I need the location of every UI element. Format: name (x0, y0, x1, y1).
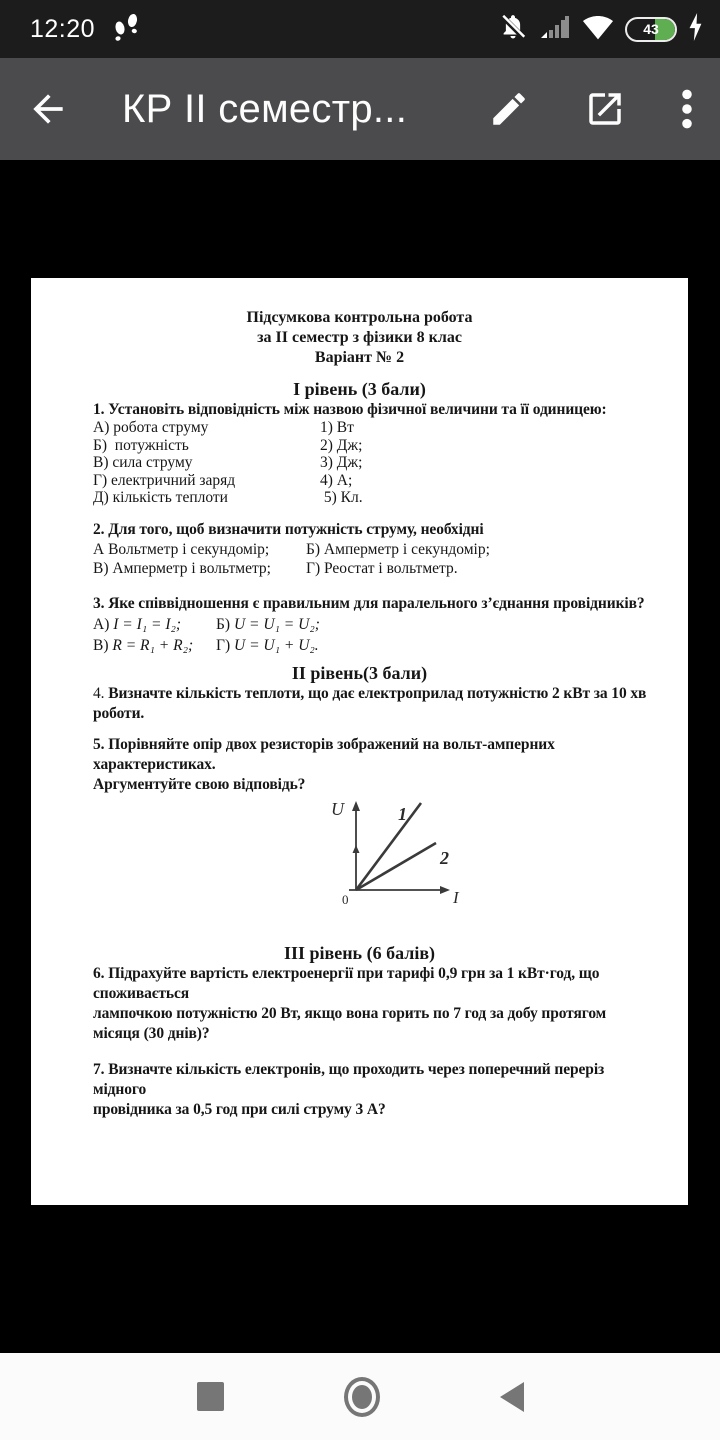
document-page (31, 278, 688, 1205)
battery-indicator (625, 17, 677, 42)
level2-heading: ІІ рівень(3 бали) (291, 662, 428, 683)
signal-icon (539, 13, 571, 46)
doc-header-line: за ІІ семестр з фізики 8 клас (257, 329, 462, 346)
nav-back-button[interactable] (500, 1382, 524, 1412)
question-6-text: 6. Підрахуйте вартість електроенергії при тарифі 0,9 грн за 1 кВт·год, що споживається лампочкою потужністю 20 Вт, якщо вона горить по 7 год за добу протягом місяця (30 днів)? (93, 964, 607, 1042)
match-row: Б) потужність 2) Дж; (93, 436, 363, 454)
home-circle-icon (344, 1377, 380, 1417)
status-bar[interactable] (0, 0, 720, 58)
match-row: Д) кількість теплоти 5) Кл. (93, 489, 363, 507)
question-1-options (93, 419, 650, 507)
back-triangle-icon (500, 1382, 524, 1412)
graph-line2-label: 2 (440, 847, 449, 868)
wifi-icon (582, 14, 614, 45)
level1-heading: І рівень (3 бали) (293, 379, 426, 399)
document-viewer[interactable] (0, 160, 720, 1353)
home-button[interactable] (344, 1377, 380, 1417)
graph-origin-label: 0 (342, 891, 349, 907)
formula: U = U₁ + U₂. (234, 636, 319, 654)
doc-header-line: Підсумкова контрольна робота (246, 309, 473, 326)
edit-icon[interactable] (488, 88, 530, 130)
question-3-options (93, 614, 650, 656)
back-button[interactable] (26, 87, 70, 131)
formula: U = U₁ = U₂; (233, 615, 320, 633)
clock: 12:20 (30, 14, 96, 43)
match-row: А) робота струму 1) Вт (93, 419, 354, 436)
more-vert-icon[interactable] (680, 87, 694, 131)
graph-y-label: U (331, 798, 344, 819)
question-3-text: 3. Яке співвідношення є правильним для паралельного з’єднання провідників? (93, 594, 645, 612)
level3-heading: ІІІ рівень (6 балів) (283, 942, 436, 963)
doc-header-line: Варіант № 2 (314, 349, 405, 366)
footprints-icon (109, 12, 143, 46)
question-2-text: 2. Для того, щоб визначити потужність струму, необхідні (93, 520, 484, 538)
document-title: КР ІІ семестр... (122, 86, 408, 131)
question-4-text: 4. Визначте кількість теплоти, що дає електроприлад потужністю 2 кВт за 10 хв роботи. (93, 684, 647, 722)
charging-bolt-icon (688, 13, 704, 46)
volt-ampere-graph (293, 797, 650, 917)
question-7-text: 7. Визначте кількість електронів, що проходить через поперечний переріз мідного провідника за 0,5 год при силі струму 3 А? (93, 1060, 605, 1118)
answer-row: В) Амперметр і вольтметр; Г) Реостат і вольтметр. (93, 559, 458, 577)
question-1-text: 1. Установіть відповідність між назвою фізичної величини та її одиницею: (93, 401, 607, 418)
question-2-options (93, 540, 650, 578)
android-nav-bar (0, 1353, 720, 1440)
match-row: В) сила струму 3) Дж; (93, 454, 363, 472)
notifications-off-icon (498, 12, 528, 47)
match-row: Г) електричний заряд 4) А; (93, 471, 353, 489)
formula: R = R₁ + R₂; (112, 636, 194, 654)
graph-x-label: I (453, 887, 459, 907)
formula: I = I₁ = I₂; (113, 615, 182, 633)
app-toolbar (0, 58, 720, 160)
formula-row: В) R = R₁ + R₂; Г) U = U₁ + U₂. (93, 636, 319, 654)
formula-row: А) I = I₁ = I₂; Б) U = U₁ = U₂; (93, 615, 320, 633)
open-in-new-icon[interactable] (584, 88, 626, 130)
question-5-text: 5. Порівняйте опір двох резисторів зображений на вольт-амперних характеристиках. Аргументуйте свою відповідь? (93, 735, 555, 793)
graph-line1-label: 1 (398, 803, 407, 824)
answer-row: А Вольтметр і секундомір; Б) Амперметр і секундомір; (93, 540, 490, 558)
battery-percent: 43 (643, 21, 659, 37)
recents-button[interactable] (197, 1382, 224, 1411)
recents-square-icon (197, 1382, 224, 1411)
